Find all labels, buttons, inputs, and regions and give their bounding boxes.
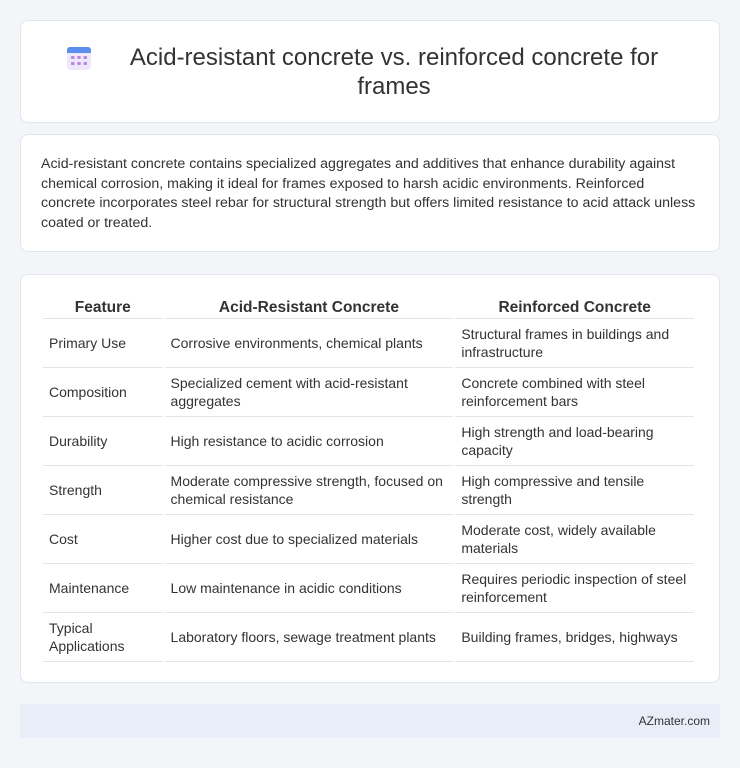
comparison-card — [20, 274, 720, 683]
footer — [20, 704, 720, 738]
footer-site-name: AZmater.com — [638, 714, 710, 728]
row-acid-resistant: Higher cost due to specialized materials — [165, 515, 454, 564]
row-reinforced: High strength and load-bearing capacity — [455, 417, 694, 466]
table-header-row — [43, 297, 694, 319]
intro-paragraph: Acid-resistant concrete contains specialized aggregates and additives that enhance durability against chemical corrosion, making it ideal for frames exposed to harsh acidic environments. Reinforced concrete incorporates steel rebar for structural strength but offers limited resistance to acid attack unless coated or treated. — [41, 156, 696, 231]
header-acid-resistant: Acid-Resistant Concrete — [165, 297, 454, 319]
table-row — [43, 564, 694, 613]
table-row — [43, 515, 694, 564]
header-reinforced: Reinforced Concrete — [455, 297, 694, 319]
row-acid-resistant: Specialized cement with acid-resistant aggregates — [165, 368, 454, 417]
header-feature: Feature — [43, 297, 163, 319]
intro-card — [20, 134, 720, 252]
row-reinforced: High compressive and tensile strength — [455, 466, 694, 515]
page-title: Acid-resistant concrete vs. reinforced concrete for frames — [129, 43, 659, 100]
row-reinforced: Concrete combined with steel reinforcement bars — [455, 368, 694, 417]
row-reinforced: Building frames, bridges, highways — [455, 613, 694, 662]
row-feature: Primary Use — [43, 319, 163, 368]
table-row — [43, 368, 694, 417]
row-acid-resistant: High resistance to acidic corrosion — [165, 417, 454, 466]
row-reinforced: Structural frames in buildings and infrastructure — [455, 319, 694, 368]
row-feature: Durability — [43, 417, 163, 466]
row-feature: Cost — [43, 515, 163, 564]
row-acid-resistant: Laboratory floors, sewage treatment plants — [165, 613, 454, 662]
title-wrap — [26, 43, 714, 101]
row-reinforced: Moderate cost, widely available materials — [455, 515, 694, 564]
table-row — [43, 466, 694, 515]
row-feature: Strength — [43, 466, 163, 515]
row-feature: Maintenance — [43, 564, 163, 613]
row-acid-resistant: Low maintenance in acidic conditions — [165, 564, 454, 613]
calendar-icon — [66, 45, 92, 71]
row-feature: Typical Applications — [43, 613, 163, 662]
row-acid-resistant: Moderate compressive strength, focused on chemical resistance — [165, 466, 454, 515]
row-acid-resistant: Corrosive environments, chemical plants — [165, 319, 454, 368]
comparison-table — [41, 297, 696, 662]
table-row — [43, 417, 694, 466]
table-row — [43, 613, 694, 662]
row-reinforced: Requires periodic inspection of steel reinforcement — [455, 564, 694, 613]
table-row — [43, 319, 694, 368]
row-feature: Composition — [43, 368, 163, 417]
title-card — [20, 20, 720, 123]
